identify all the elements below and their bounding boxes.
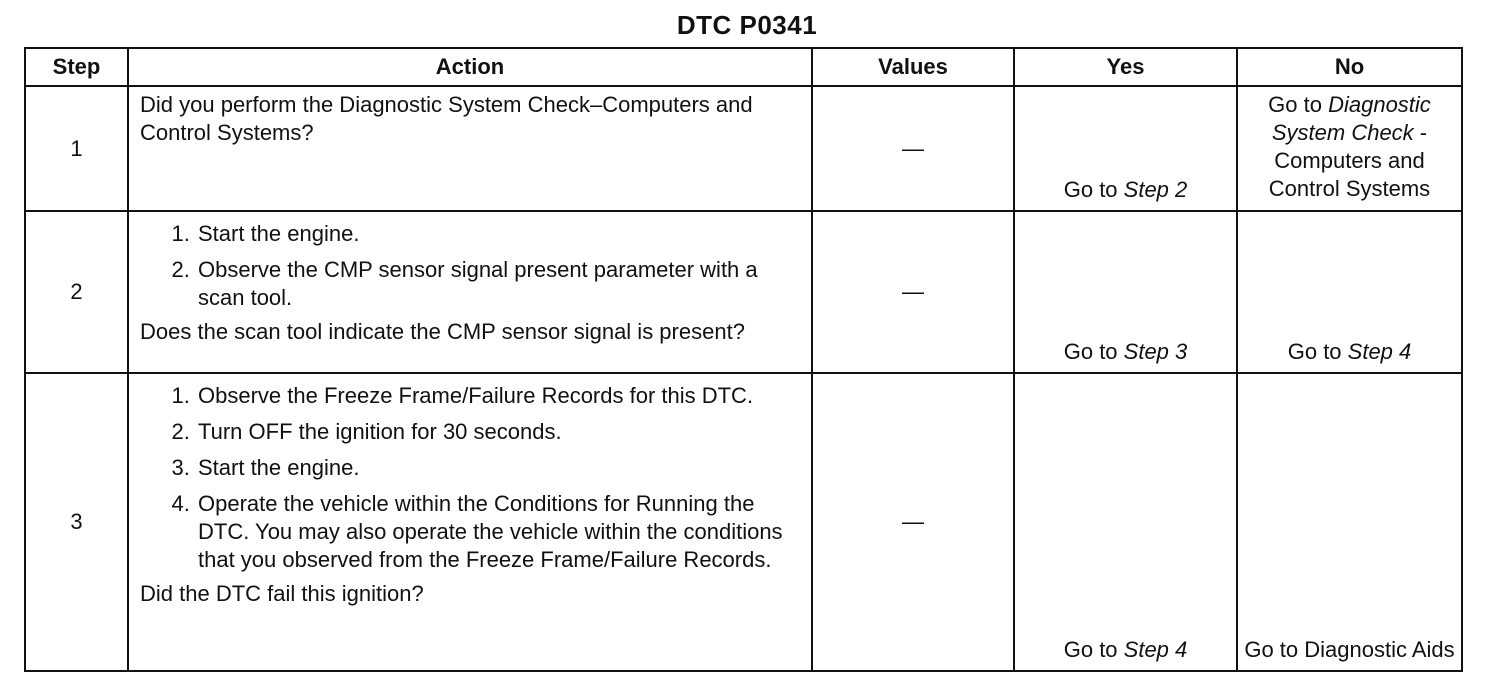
no-prefix: Go to [1287, 339, 1348, 364]
header-action: Action [128, 48, 812, 86]
yes-link: Step 3 [1123, 339, 1188, 364]
table-row [25, 86, 1462, 211]
diagnostic-table [24, 47, 1463, 672]
no-link: Diagnostic System Check [1271, 92, 1431, 145]
list-item: 1. Start the engine. [196, 220, 801, 248]
step-number: 3 [25, 373, 128, 671]
list-item: 2. Turn OFF the ignition for 30 seconds. [196, 418, 801, 446]
values-cell: — [812, 373, 1014, 671]
no-cell [1237, 211, 1462, 373]
list-item: 4. Operate the vehicle within the Conditions for Running the DTC. You may also operate the vehicle within the conditions that you observed from the Freeze Frame/Failure Records. [196, 490, 801, 574]
no-cell [1237, 86, 1462, 211]
yes-link: Step 4 [1123, 637, 1188, 662]
action-cell [128, 373, 812, 671]
action-question: Does the scan tool indicate the CMP sensor signal is present? [140, 319, 745, 344]
yes-prefix: Go to [1063, 177, 1124, 202]
no-suffix: - Computers and Control Systems [1268, 120, 1431, 201]
no-prefix: Go to [1268, 92, 1329, 117]
yes-prefix: Go to [1063, 637, 1124, 662]
action-question: Did you perform the Diagnostic System Check–Computers and Control Systems? [140, 92, 753, 145]
no-link: Step 4 [1347, 339, 1412, 364]
list-item: 2. Observe the CMP sensor signal present parameter with a scan tool. [196, 256, 801, 312]
table-row [25, 211, 1462, 373]
list-item: 1. Observe the Freeze Frame/Failure Records for this DTC. [196, 382, 801, 410]
header-values: Values [812, 48, 1014, 86]
action-list [140, 220, 801, 312]
action-cell [128, 86, 812, 211]
values-cell: — [812, 86, 1014, 211]
yes-cell [1014, 86, 1237, 211]
header-yes: Yes [1014, 48, 1237, 86]
header-no: No [1237, 48, 1462, 86]
yes-cell [1014, 211, 1237, 373]
action-cell [128, 211, 812, 373]
yes-link: Step 2 [1123, 177, 1188, 202]
step-number: 1 [25, 86, 128, 211]
header-step: Step [25, 48, 128, 86]
list-item: 3. Start the engine. [196, 454, 801, 482]
yes-prefix: Go to [1063, 339, 1124, 364]
page-title: DTC P0341 [676, 10, 818, 40]
yes-cell [1014, 373, 1237, 671]
values-cell: — [812, 211, 1014, 373]
action-list [140, 382, 801, 574]
step-number: 2 [25, 211, 128, 373]
header-row [25, 48, 1462, 86]
table-row [25, 373, 1462, 671]
no-cell: Go to Diagnostic Aids [1237, 373, 1462, 671]
action-question: Did the DTC fail this ignition? [140, 581, 424, 606]
